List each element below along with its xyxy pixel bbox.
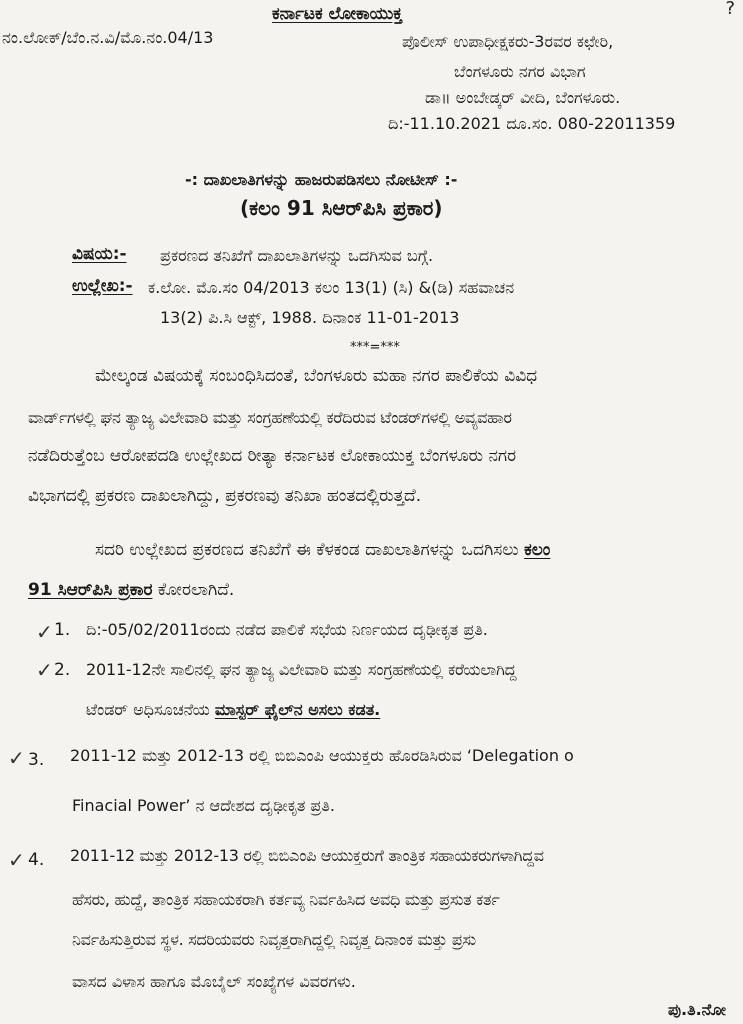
paragraph-2-request: ಕೋರಲಾಗಿದೆ. [157,580,235,600]
paragraph-1-line-2: ವಾರ್ಡ್‌ಗಳಲ್ಲಿ ಘನ ತ್ಯಾಜ್ಯ ವಿಲೇವಾರಿ ಮತ್ತು ಸಂಗ್ರಹಣೆಯಲ್ಲಿ ಕರೆದಿರುವ ಟೆಂಡರ್‌ಗಳಲ್ಲಿ ಅವ್ಯವಹಾರ [28,408,512,427]
item-4-number: 4. [28,850,45,870]
paragraph-1-line-4: ವಿಭಾಗದಲ್ಲಿ ಪ್ರಕರಣ ದಾಖಲಾಗಿದ್ದು, ಪ್ರಕರಣವು ತನಿಖಾ ಹಂತದಲ್ಲಿರುತ್ತದೆ. [28,486,422,506]
item-4-line-3: ನಿರ್ವಹಿಸುತ್ತಿರುವ ಸ್ಥಳ. ಸದರಿಯವರು ನಿವೃತ್ತರಾಗಿದ್ದಲ್ಲಿ ನಿವೃತ್ತ ದಿನಾಂಕ ಮತ್ತು ಪ್ರಸು [72,930,476,949]
check-mark-icon: ✓ [36,620,53,644]
section-emphasis: ಕಲಂ [524,540,551,560]
check-mark-icon: ✓ [36,658,53,682]
reference-label: ಉಲ್ಲೇಖ:- [72,276,133,296]
check-mark-icon: ✓ [8,746,25,770]
corner-mark: ? [725,0,735,19]
office-title: ಕರ್ನಾಟಕ ಲೋಕಾಯುಕ್ತ [272,4,403,24]
reference-number: ನಂ.ಲೋಕ್/ಬೆಂ.ನ.ವಿ/ಮೊ.ನಂ.04/13 [2,28,214,47]
paragraph-1-line-1: ಮೇಲ್ಕಂಡ ವಿಷಯಕ್ಕೆ ಸಂಬಂಧಿಸಿದಂತೆ, ಬೆಂಗಳೂರು ಮಹಾ ನಗರ ಪಾಲಿಕೆಯ ವಿವಿಧ [95,366,538,386]
item-3-number: 3. [28,750,45,770]
paragraph-2-line-1 [95,540,550,560]
notice-subheading: (ಕಲಂ 91 ಸಿಆರ್‌ಪಿಸಿ ಪ್ರಕಾರ) [240,196,443,220]
section-emphasis-continued: 91 ಸಿಆರ್‌ಪಿಸಿ ಪ್ರಕಾರ [28,580,153,600]
item-2-number: 2. [54,660,71,680]
subject-label: ವಿಷಯ:- [72,244,127,264]
address-line-1: ಪೊಲೀಸ್ ಉಪಾಧೀಕ್ಷಕರು-3ರವರ ಕಛೇರಿ, [402,32,614,51]
paragraph-2-text: ಸದರಿ ಉಲ್ಲೇಖದ ಪ್ರಕರಣದ ತನಿಖೆಗೆ ಈ ಕೆಳಕಂಡ ದಾಖಲಾತಿಗಳನ್ನು ಒದಗಿಸಲು [95,540,519,560]
item-3-line-2: Finacial Power’ ನ ಆದೇಶದ ದೃಢೀಕೃತ ಪ್ರತಿ. [72,796,335,815]
item-1-number: 1. [54,620,71,640]
item-4-line-2: ಹೆಸರು, ಹುದ್ದೆ, ತಾಂತ್ರಿಕ ಸಹಾಯಕರಾಗಿ ಕರ್ತವ್ಯ ನಿರ್ವಹಿಸಿದ ಅವಧಿ ಮತ್ತು ಪ್ರಸುತ ಕರ್ತ [72,890,500,909]
reference-line-2: 13(2) ಪಿ.ಸಿ ಆಕ್ಟ್, 1988. ದಿನಾಂಕ 11-01-2013 [160,308,460,327]
item-2-line-1: 2011-12ನೇ ಸಾಲಿನಲ್ಲಿ ಘನ ತ್ಯಾಜ್ಯ ವಿಲೇವಾರಿ ಮತ್ತು ಸಂಗ್ರಹಣೆಯಲ್ಲಿ ಕರೆಯಲಾಗಿದ್ದ [86,660,517,679]
item-3-line-1: 2011-12 ಮತ್ತು 2012-13 ರಲ್ಲಿ ಬಿಬಿಎಂಪಿ ಆಯುಕ್ತರು ಹೊರಡಿಸಿರುವ ‘Delegation o [70,746,574,765]
paragraph-2-line-2 [28,580,234,600]
item-1-text: ದಿ:-05/02/2011ರಂದು ನಡೆದ ಪಾಲಿಕೆ ಸಭೆಯ ನಿರ್ಣಯದ ದೃಢೀಕೃತ ಪ್ರತಿ. [86,620,488,639]
item-4-line-4: ವಾಸದ ವಿಳಾಸ ಹಾಗೂ ಮೊಬೈಲ್ ಸಂಖ್ಯೆಗಳ ವಿವರಗಳು. [72,972,356,991]
separator: ***=*** [350,340,400,355]
item-2-line-2 [86,700,380,720]
reference-line-1: ಕ.ಲೋ. ಮೊ.ಸಂ 04/2013 ಕಲಂ 13(1) (ಸಿ) &(ಡಿ) ಸಹವಾಚನ [148,278,515,297]
paragraph-1-line-3: ನಡೆದಿರುತ್ತೆಂಬ ಆರೋಪದಡಿ ಉಲ್ಲೇಖದ ರೀತ್ಯಾ ಕರ್ನಾಟಕ ಲೋಕಾಯುಕ್ತ ಬೆಂಗಳೂರು ನಗರ [28,446,517,466]
check-mark-icon: ✓ [8,848,25,872]
address-line-3: ಡಾ॥ ಅಂಬೇಡ್ಕರ್ ವೀದಿ, ಬೆಂಗಳೂರು. [425,88,621,107]
item-4-line-1: 2011-12 ಮತ್ತು 2012-13 ರಲ್ಲಿ ಬಿಬಿಎಂಪಿ ಆಯುಕ್ತರುಗೆ ತಾಂತ್ರಿಕ ಸಹಾಯಕರುಗಳಾಗಿದ್ದವ [70,846,544,865]
item-2-emphasis: ಮಾಸ್ಟರ್ ಫೈಲ್‌ನ ಅಸಲು ಕಡತ. [214,700,381,719]
date-phone: ದಿ:-11.10.2021 ದೂ.ಸಂ. 080-22011359 [388,114,676,133]
notice-heading: -: ದಾಖಲಾತಿಗಳನ್ನು ಹಾಜರುಪಡಿಸಲು ನೋಟೀಸ್ :- [185,170,458,189]
continued-marker: ಪು.ತಿ.ನೋ [668,1000,727,1019]
address-line-2: ಬೆಂಗಳೂರು ನಗರ ವಿಭಾಗ [454,62,586,81]
subject-text: ಪ್ರಕರಣದ ತನಿಖೆಗೆ ದಾಖಲಾತಿಗಳನ್ನು ಒದಗಿಸುವ ಬಗ್ಗೆ. [160,246,434,265]
item-2-text: ಟೆಂಡರ್ ಅಧಿಸೂಚನೆಯ [86,700,210,719]
